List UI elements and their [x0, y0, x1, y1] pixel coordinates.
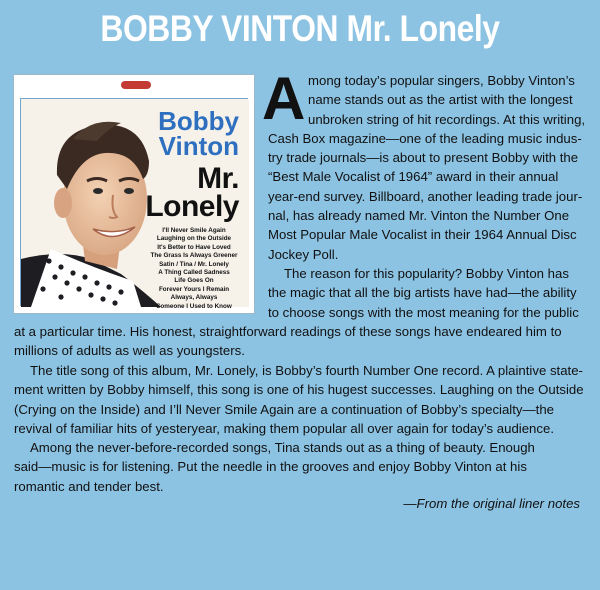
liner-notes-signoff: —From the original liner notes [403, 496, 580, 511]
text-line: name stands out as the artist with the longest [308, 92, 573, 108]
text-line: Among the never-before-recorded songs, Tina stands out as a thing of beauty. Enough [30, 440, 535, 455]
text-line: at a particular time. His honest, straightforward readings of these songs have endeared him to [14, 324, 562, 339]
text-line: try trade journals—is about to present Bobby with the [268, 150, 579, 166]
track-item: Forever Yours I Remain [158, 285, 230, 293]
text-line: Cash Box magazine—one of the leading music indus- [268, 130, 582, 146]
notes-column-beside-cover [268, 71, 586, 322]
album-cover [14, 75, 254, 313]
track-item: I'll Never Smile Again [162, 227, 226, 234]
text-line: The title song of this album, Mr. Lonely, is Bobby’s fourth Number One record. A plaintive state- [30, 363, 583, 378]
text-line: ment written by Bobby himself, this song is one of his hugest successes. Laughing on the Outside [14, 382, 584, 398]
track-item: Laughing on the Outside [156, 235, 232, 243]
page-title: BOBBY VINTON Mr. Lonely [100, 8, 500, 49]
notes-paragraph-3 [14, 361, 584, 438]
text-line: Most Popular Male Vocalist in their 1964 Annual Disc [268, 227, 577, 243]
text-line: the magic that all the big artists have had—the ability [268, 285, 577, 301]
text-line: Jockey Poll. [268, 246, 339, 262]
track-item: Satin / Tina / Mr. Lonely [159, 260, 229, 268]
track-item: It's Better to Have Loved [157, 243, 231, 251]
cover-album-title: Mr. Lonely [145, 162, 239, 223]
notes-paragraph-4 [14, 438, 580, 496]
track-item: A Thing Called Sadness [158, 269, 230, 277]
drop-cap: A [262, 65, 306, 132]
cover-artist-name: Bobby Vinton [158, 106, 239, 161]
text-line: to choose songs with the most meaning for the public [268, 304, 579, 320]
track-item: Always, Always [170, 294, 218, 302]
record-label-logo [121, 81, 151, 89]
text-line: “Best Male Vocalist of 1964” award in their annual [268, 169, 559, 185]
track-item: Someone I Used to Know [156, 302, 232, 310]
text-line: romantic and tender best. [14, 478, 164, 494]
text-line: (Crying on the Inside) and I’ll Never Smile Again are a continuation of Bobby’s specialty—the [14, 401, 555, 417]
text-line: year-end survey. Billboard, another leading trade jour- [268, 188, 583, 204]
text-line: said—music is for listening. Put the needle in the grooves and enjoy Bobby Vinton at his [14, 459, 527, 475]
notes-paragraph-2-continued [14, 322, 580, 361]
text-line: nal, has already named Mr. Vinton the Number One [268, 208, 570, 224]
text-line: revival of familiar hits of yesteryear, making them popular all over again for today’s audience. [14, 420, 554, 436]
text-line: millions of adults as well as youngsters. [14, 343, 245, 359]
text-line: mong today’s popular singers, Bobby Vinton’s [308, 73, 575, 88]
track-item: Life Goes On [174, 277, 214, 285]
album-cover-art [20, 98, 248, 310]
text-line: unbroken string of hit recordings. At this writing, [308, 111, 586, 127]
track-item: The Grass Is Always Greener [150, 252, 238, 260]
cover-track-list [149, 227, 239, 311]
text-line: The reason for this popularity? Bobby Vinton has [284, 265, 569, 281]
